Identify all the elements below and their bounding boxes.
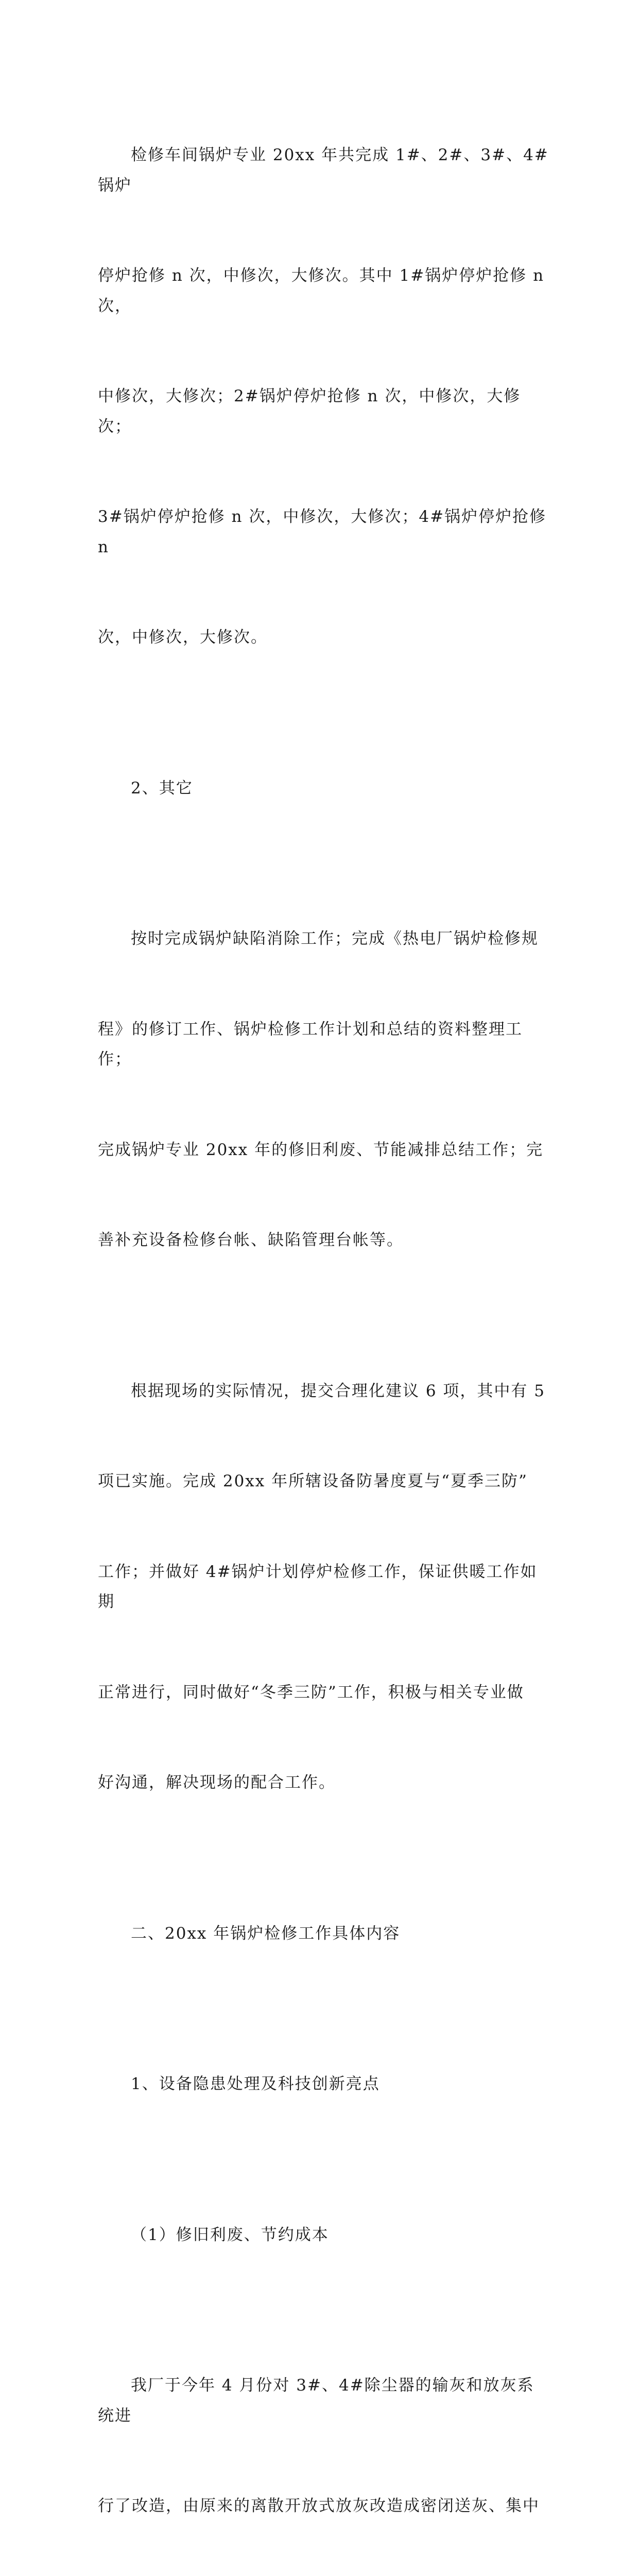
text-line: 程》的修订工作、锅炉检修工作计划和总结的资料整理工作； <box>98 1020 523 1069</box>
text-line: 停炉抢修 n 次，中修次，大修次。其中 1#锅炉停炉抢修 n 次， <box>98 266 550 315</box>
text-line: 1、设备隐患处理及科技创新亮点 <box>131 2075 380 2093</box>
subsubsection-heading-1 <box>98 2160 551 2311</box>
text-line: （1）修旧利废、节约成本 <box>131 2225 329 2244</box>
text-line: 正常进行，同时做好“冬季三防”工作，积极与相关专业做 <box>98 1683 524 1702</box>
subsection-heading-1 <box>98 2009 551 2160</box>
paragraph-suggestions <box>98 1316 551 1858</box>
text-line: 工作；并做好 4#锅炉计划停炉检修工作，保证供暖工作如期 <box>98 1562 538 1611</box>
text-line: 我厂于今年 4 月份对 3#、4#除尘器的输灰和放灰系统进 <box>98 2376 534 2425</box>
text-line: 2、其它 <box>131 778 193 798</box>
text-line: 次，中修次，大修次。 <box>98 628 268 647</box>
paragraph-ash-system-retrofit <box>98 2310 551 2576</box>
document-page <box>98 80 551 2576</box>
paragraph-defect-work <box>98 863 551 1316</box>
paragraph-maintenance-summary <box>98 80 551 713</box>
text-line: 检修车间锅炉专业 20xx 年共完成 1#、2#、3#、4#锅炉 <box>98 146 549 195</box>
text-line: 行了改造，由原来的离散开放式放灰改造成密闭送灰、集中 <box>98 2497 540 2515</box>
section-heading-2 <box>98 1858 551 2009</box>
text-line: 根据现场的实际情况，提交合理化建议 6 项，其中有 5 <box>131 1381 546 1400</box>
text-line: 3#锅炉停炉抢修 n 次，中修次，大修次；4#锅炉停炉抢修 n <box>98 507 552 556</box>
text-line: 项已实施。完成 20xx 年所辖设备防暑度夏与“夏季三防” <box>98 1472 528 1490</box>
text-line: 好沟通，解决现场的配合工作。 <box>98 1773 336 1792</box>
text-line: 按时完成锅炉缺陷消除工作；完成《热电厂锅炉检修规 <box>131 929 539 948</box>
text-line: 二、20xx 年锅炉检修工作具体内容 <box>131 1924 401 1943</box>
text-line: 善补充设备检修台帐、缺陷管理台帐等。 <box>98 1231 404 1249</box>
text-line: 中修次，大修次；2#锅炉停炉抢修 n 次，中修次，大修次； <box>98 387 521 436</box>
text-line: 完成锅炉专业 20xx 年的修旧利废、节能减排总结工作；完 <box>98 1140 544 1159</box>
section-heading-other <box>98 713 551 864</box>
